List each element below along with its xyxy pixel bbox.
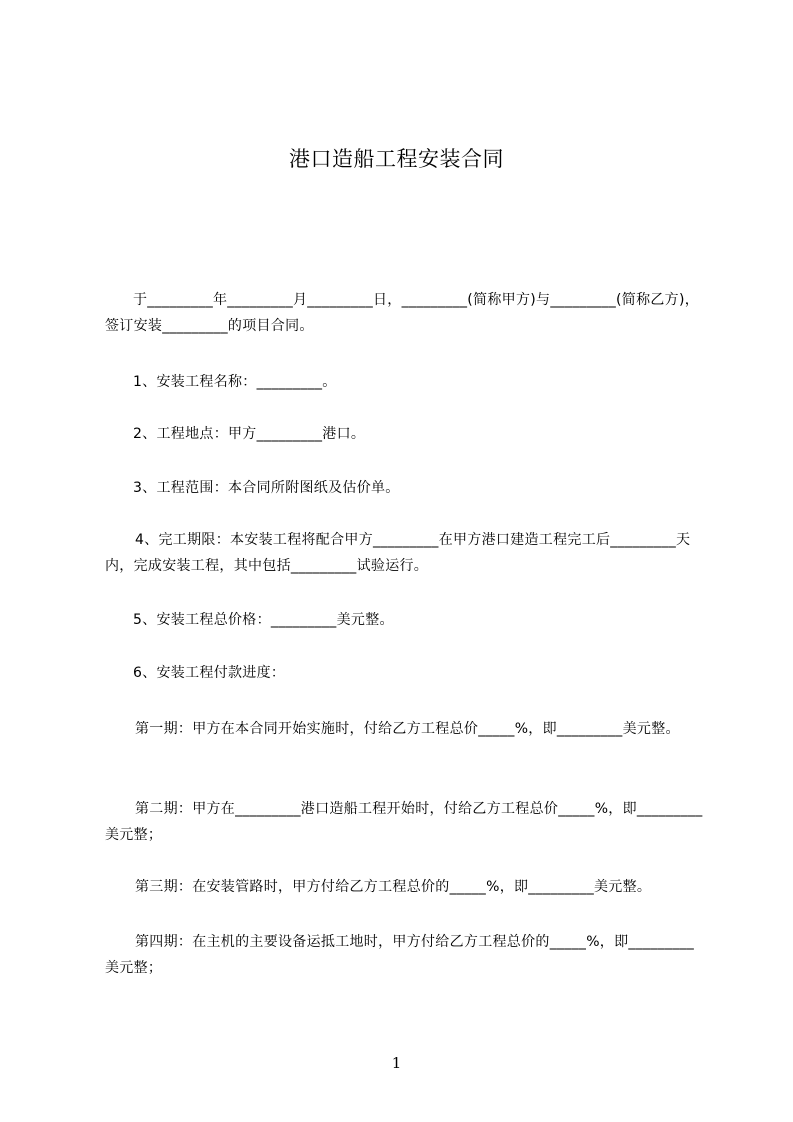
payment-phase-4: 第四期：在主机的主要设备运抵工地时，甲方付给乙方工程总价的_____%，即_________美元整； xyxy=(105,934,695,976)
intro-paragraph: 于_________年_________月_________日，_________(简称甲方)与_________(简称乙方)，签订安装_________的项目合同。 xyxy=(105,292,700,334)
payment-phase-2: 第二期：甲方在_________港口造船工程开始时，付给乙方工程总价_____%，即_________美元整； xyxy=(105,801,703,843)
clause-5: 5、安装工程总价格：_________美元整。 xyxy=(133,612,394,628)
clause-1: 1、安装工程名称：_________。 xyxy=(133,374,337,390)
clause-4: 4、完工期限：本安装工程将配合甲方_________在甲方港口建造工程完工后_________天内，完成安装工程，其中包括_________试验运行。 xyxy=(105,532,691,574)
payment-phase-3: 第三期：在安装管路时，甲方付给乙方工程总价的_____%，即_________美元整。 xyxy=(135,879,652,895)
payment-phase-1: 第一期：甲方在本合同开始实施时，付给乙方工程总价_____%，即_________美元整。 xyxy=(135,721,680,737)
page-number: 1 xyxy=(391,1054,402,1072)
clause-2: 2、工程地点：甲方_________港口。 xyxy=(133,426,366,442)
clause-6: 6、安装工程付款进度： xyxy=(133,665,286,681)
clause-3: 3、工程范围：本合同所附图纸及估价单。 xyxy=(133,480,400,496)
page-title: 港口造船工程安装合同 xyxy=(289,147,504,171)
